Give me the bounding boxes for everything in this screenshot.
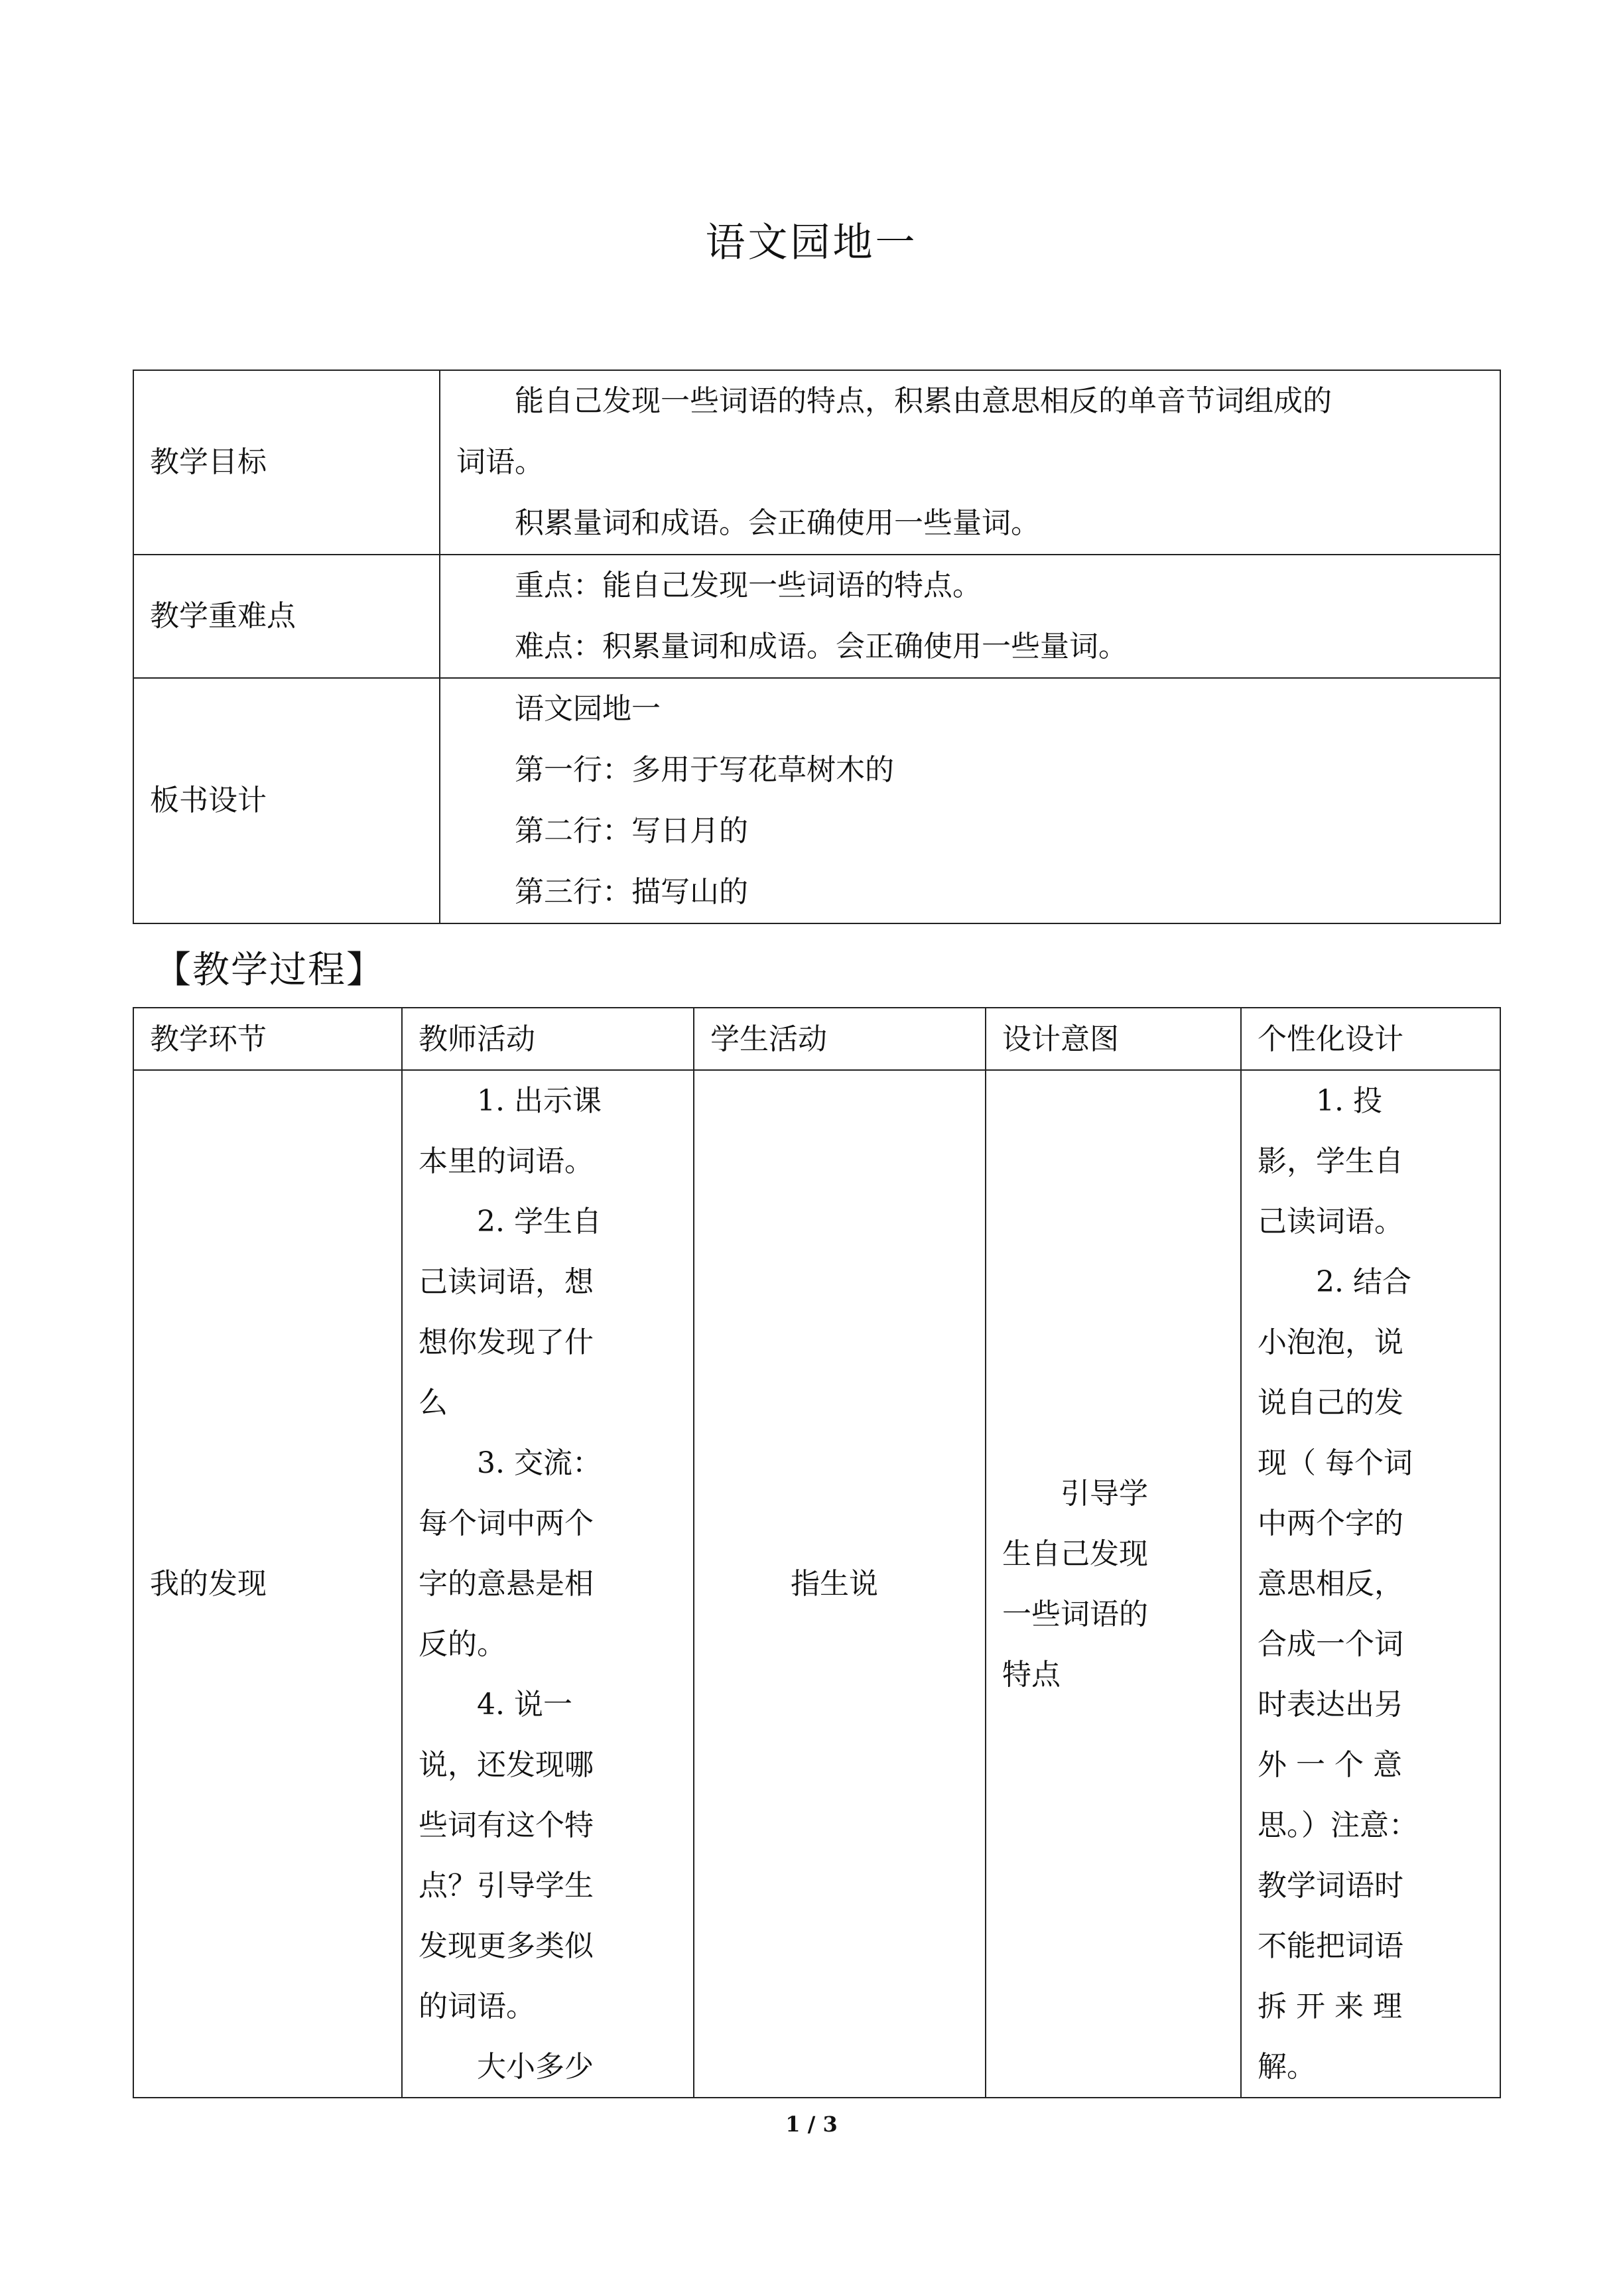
focus-content <box>440 555 1500 678</box>
personal-cell <box>1241 1070 1500 2098</box>
process-table <box>133 1007 1501 2098</box>
personal-line: 解。 <box>1258 2050 1316 2084</box>
personal-line: 影，学生自 <box>1258 1144 1403 1178</box>
focus-label: 教学重难点 <box>133 555 440 678</box>
personal-line: 说自己的发 <box>1258 1386 1403 1420</box>
teacher-line: 大小多少 <box>477 2050 594 2084</box>
focus-row <box>133 555 1500 678</box>
objectives-line: 能自己发现一些词语的特点，积累由意思相反的单音节词组成的 <box>515 384 1332 418</box>
personal-line: 教学词语时 <box>1258 1869 1403 1903</box>
teacher-line: 2. 学生自 <box>477 1205 602 1239</box>
objectives-content <box>440 370 1500 555</box>
personal-line: 外 一 个 意 <box>1258 1748 1402 1782</box>
objectives-line: 词语。 <box>456 445 544 479</box>
teacher-line: 每个词中两个 <box>419 1507 594 1540</box>
intent-line: 生自己发现 <box>1002 1536 1148 1571</box>
teacher-line: 么 <box>419 1386 448 1420</box>
board-line: 第一行：多用于写花草树木的 <box>515 753 894 787</box>
board-row <box>133 678 1500 923</box>
personal-line: 己读词语。 <box>1258 1205 1403 1239</box>
teacher-line: 说，还发现哪 <box>419 1748 594 1782</box>
teacher-line: 些词有这个特 <box>419 1808 594 1842</box>
header-stage: 教学环节 <box>133 1008 402 1070</box>
board-content <box>440 678 1500 923</box>
personal-line: 不能把词语 <box>1258 1929 1403 1963</box>
board-line: 第三行：描写山的 <box>515 875 748 909</box>
header-student: 学生活动 <box>694 1008 986 1070</box>
process-header-row <box>133 1008 1500 1070</box>
section-title: 【教学过程】 <box>154 949 385 992</box>
teacher-line: 点？引导学生 <box>419 1869 594 1903</box>
personal-line: 时表达出另 <box>1258 1688 1403 1722</box>
personal-line: 拆 开 来 理 <box>1258 1990 1402 2023</box>
board-label: 板书设计 <box>133 678 440 923</box>
header-personal: 个性化设计 <box>1241 1008 1500 1070</box>
intent-line: 引导学 <box>1061 1476 1148 1511</box>
intent-line: 一些词语的 <box>1002 1597 1148 1631</box>
teacher-line: 的词语。 <box>419 1990 535 2023</box>
objectives-row <box>133 370 1500 555</box>
header-intent: 设计意图 <box>986 1008 1241 1070</box>
student-cell: 指生说 <box>694 1070 986 2098</box>
board-line: 第二行：写日月的 <box>515 814 748 848</box>
teacher-line: 发现更多类似 <box>419 1929 594 1963</box>
personal-line: 思。）注意： <box>1258 1808 1418 1842</box>
objectives-line: 积累量词和成语。会正确使用一些量词。 <box>515 506 1040 540</box>
teacher-line: 字的意悬是相 <box>419 1567 594 1601</box>
process-row <box>133 1070 1500 2098</box>
page-title: 语文园地一 <box>705 220 918 266</box>
page-number: 1 / 3 <box>785 2112 838 2137</box>
intent-cell <box>986 1070 1241 2098</box>
teacher-cell <box>402 1070 694 2098</box>
personal-line: 现（ 每个词 <box>1258 1446 1413 1480</box>
intent-line: 特点 <box>1002 1657 1061 1692</box>
teacher-line: 3. 交流： <box>477 1446 602 1480</box>
teacher-line: 1. 出示课 <box>477 1084 602 1118</box>
teacher-line: 反的。 <box>419 1627 506 1661</box>
stage-cell: 我的发现 <box>133 1070 402 2098</box>
focus-line: 难点：积累量词和成语。会正确使用一些量词。 <box>515 630 1128 663</box>
personal-line: 2. 结合 <box>1316 1265 1411 1299</box>
teacher-line: 本里的词语。 <box>419 1144 594 1178</box>
board-line: 语文园地一 <box>515 692 661 726</box>
info-table <box>133 370 1501 924</box>
teacher-line: 想你发现了什 <box>419 1325 594 1359</box>
teacher-line: 4. 说一 <box>477 1688 572 1722</box>
personal-line: 合成一个词 <box>1258 1627 1403 1661</box>
focus-line: 重点：能自己发现一些词语的特点。 <box>515 569 982 602</box>
teacher-line: 己读词语，想 <box>419 1265 594 1299</box>
objectives-label: 教学目标 <box>133 370 440 555</box>
header-teacher: 教师活动 <box>402 1008 694 1070</box>
personal-line: 小泡泡，说 <box>1258 1325 1403 1359</box>
personal-line: 意思相反， <box>1258 1567 1403 1601</box>
personal-line: 1. 投 <box>1316 1084 1382 1118</box>
personal-line: 中两个字的 <box>1258 1507 1403 1540</box>
